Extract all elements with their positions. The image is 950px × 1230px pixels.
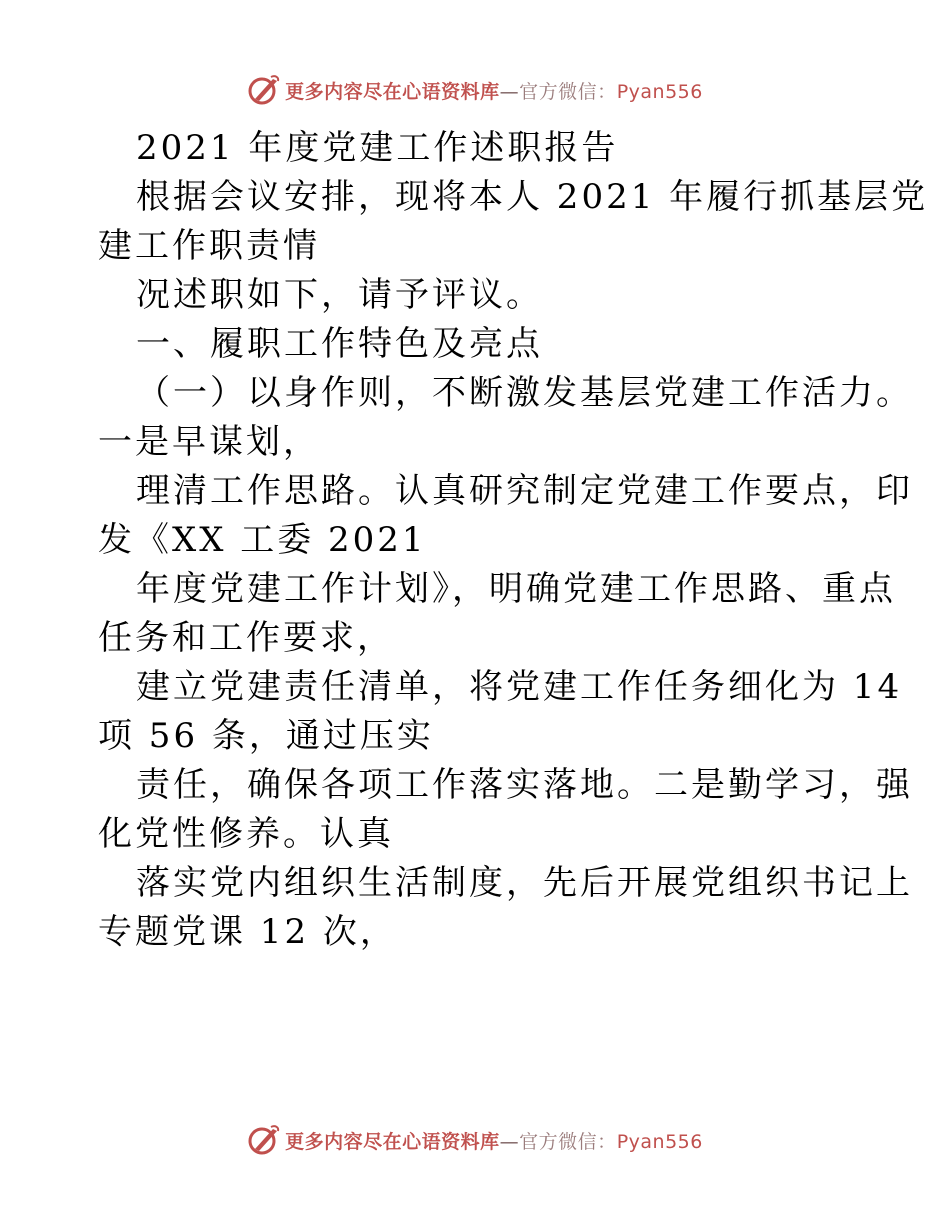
text-line: 况述职如下，请予评议。 <box>136 275 543 315</box>
subsection-heading: （一）以身作则，不断激发基层党建工作活力。 <box>136 373 913 413</box>
banner-wechat-label: 官方微信： <box>519 1130 617 1153</box>
banner-wechat-label: 官方微信： <box>519 80 617 103</box>
banner-site-name: 更多内容尽在心语资料库 <box>285 80 500 103</box>
banner-wechat-id: Pyan556 <box>616 1130 703 1153</box>
header-watermark-banner <box>0 70 950 110</box>
banner-wechat-id: Pyan556 <box>616 80 703 103</box>
text-line: 落实党内组织生活制度，先后开展党组织书记上 <box>136 863 913 903</box>
banner-site-name: 更多内容尽在心语资料库 <box>285 1130 500 1153</box>
text-line: 理清工作思路。认真研究制定党建工作要点，印 <box>136 471 913 511</box>
text-line: 项 56 条，通过压实 <box>98 716 434 756</box>
text-line: 根据会议安排，现将本人 2021 年履行抓基层党 <box>136 177 929 217</box>
footer-watermark-banner <box>0 1120 950 1160</box>
document-body <box>98 124 929 957</box>
quill-pen-logo-icon <box>247 73 281 107</box>
section-heading: 一、履职工作特色及亮点 <box>136 324 543 364</box>
text-line: 专题党课 12 次， <box>98 912 397 952</box>
text-line: 化党性修养。认真 <box>98 814 394 854</box>
text-line: 任务和工作要求， <box>98 618 394 658</box>
document-title: 2021 年度党建工作述职报告 <box>136 128 619 168</box>
banner-separator: — <box>499 80 520 103</box>
text-line: 发《XX 工委 2021 <box>98 520 427 560</box>
banner-text <box>285 77 703 104</box>
text-line: 建工作职责情 <box>98 226 320 266</box>
banner-text <box>285 1127 703 1154</box>
quill-pen-logo-icon <box>247 1123 281 1157</box>
text-line: 一是早谋划， <box>98 422 320 462</box>
text-line: 年度党建工作计划》，明确党建工作思路、重点 <box>136 569 896 609</box>
banner-separator: — <box>499 1130 520 1153</box>
text-line: 建立党建责任清单，将党建工作任务细化为 14 <box>136 667 903 707</box>
text-line: 责任，确保各项工作落实落地。二是勤学习，强 <box>136 765 913 805</box>
